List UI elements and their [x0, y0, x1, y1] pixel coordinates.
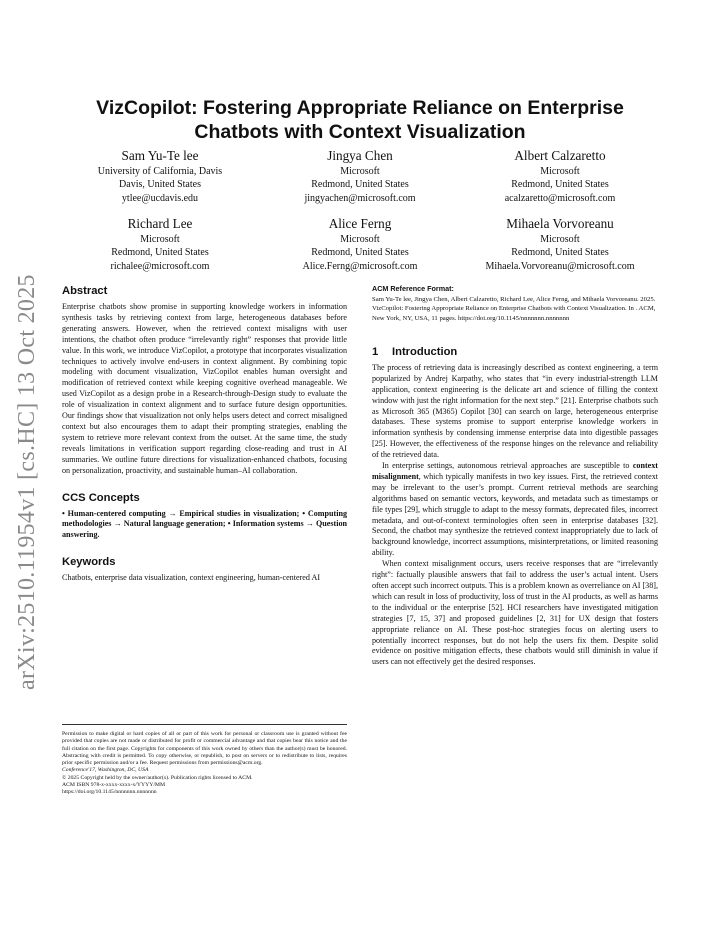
left-column [62, 284, 347, 584]
author-affiliation: Microsoft [540, 166, 580, 177]
author-affiliation: Microsoft [540, 234, 580, 245]
author-name: Alice Ferng [328, 216, 392, 231]
intro-paragraph-2: In enterprise settings, autonomous retrieval approaches are susceptible to context misalignment, which typically manifests in two key issues. First, the retrieved context may be irrelevant to the user’s prompt. Current retrieval methods are searching algorithms based on semantic vectors, keywords, and metadata such as timestamps or file types [29], which struggle to adapt to the messy formats, deprecated files, incorrect metadata, and out-of-context terminologies often seen in enterprise databases [32]. Second, the chatbot may synthesize the retrieved context inappropriately due to lack of background knowledge, incorrect assumptions, misinterpretations, or limited reasoning ability. [372, 461, 658, 558]
author-affiliation: Microsoft [140, 234, 180, 245]
reference-format-text: Sam Yu-Te lee, Jingya Chen, Albert Calzaretto, Richard Lee, Alice Ferng, and Mihaela Vorvoreanu. 2025. VizCopilot: Fostering Appropriate Reliance on Enterprise Chatbots with Context Visualization. In . ACM, New York, NY, USA, 11 pages. https://doi.org/10.1145/nnnnnnn.nnnnnnn [372, 296, 656, 322]
permission-notice: Permission to make digital or hard copies of all or part of this work for personal or classroom use is granted without fee provided that copies are not made or distributed for profit or commercial advantage and that copies bear this notice and the full citation on the first page. Copyrights for components of this work owned by others than the author(s) must be honored. Abstracting with credit is permitted. To copy otherwise, or republish, to post on servers or to redistribute to lists, requires prior specific permission and/or a fee. Request permissions from permissions@acm.org. [62, 731, 347, 767]
author-email: Alice.Ferng@microsoft.com [302, 260, 418, 272]
author-3 [460, 148, 660, 205]
intro-heading [372, 345, 658, 359]
author-email: richalee@microsoft.com [110, 260, 210, 272]
footnote-rule [62, 724, 347, 725]
author-5 [260, 216, 460, 273]
author-affiliation: Microsoft [340, 234, 380, 245]
author-affiliation: Microsoft [340, 166, 380, 177]
author-name: Mihaela Vorvoreanu [506, 216, 614, 231]
title-line-1: VizCopilot: Fostering Appropriate Reliance on Enterprise [96, 97, 624, 119]
doi-line: https://doi.org/10.1145/nnnnnnn.nnnnnnn [62, 789, 157, 796]
ccs-text: • Human-centered computing → Empirical studies in visualization; • Computing methodologies → Natural language generation; • Information systems → Question answering. [62, 508, 347, 540]
author-location: Redmond, United States [111, 247, 209, 259]
intro-section-number: 1 [372, 345, 379, 358]
author-6 [460, 216, 660, 273]
author-name: Jingya Chen [327, 148, 393, 163]
keywords-text: Chatbots, enterprise data visualization, context engineering, human-centered AI [62, 573, 321, 583]
paper-title [62, 96, 658, 144]
isbn-line: ACM ISBN 978-x-xxxx-xxxx-x/YYYY/MM [62, 782, 166, 789]
author-location: Davis, United States [119, 179, 201, 191]
author-email: acalzaretto@microsoft.com [504, 192, 616, 204]
author-location: Redmond, United States [311, 247, 409, 259]
author-email: ytlee@ucdavis.edu [121, 192, 199, 204]
reference-format-heading: ACM Reference Format: [372, 284, 454, 293]
abstract-text: Enterprise chatbots show promise in supporting knowledge workers in information synthesis tasks by retrieving context from large, heterogeneous databases before generating answers. However, when the retrieved context misaligns with user intentions, the chatbot often produce “irrelevantly right” responses that provide little value. In this work, we introduce VizCopilot, a prototype that incorporates visualization techniques to actively involve end-users in context alignment. By combining topic modeling with document visualization, VizCopilot enables human oversight and modification of retrieved context while keeping cognitive overhead manageable. We used VizCopilot as a design probe in a Research-through-Design study to evaluate the role of visualization in context alignment and to surface future design opportunities. Our findings show that visualization not only helps users detect and correct misaligned context but also encourages them to adapt their prompting strategies, enabling the system to retrieve more relevant context from the outset. At the same time, the study reveals limitations in verification support regarding close-reading and trust in AI summaries. We outline future directions for visualization-enhanced chatbots, focusing on personalization, proactivity, and sustainable human–AI collaboration. [62, 302, 347, 475]
arxiv-stamp: arXiv:2510.11954v1 [cs.HC] 13 Oct 2025 [14, 274, 40, 690]
author-1 [60, 148, 260, 205]
author-4 [60, 216, 260, 273]
context-misalignment-term: context misalignment [372, 461, 658, 481]
intro-paragraph-3: When context misalignment occurs, users receive responses that are “irrelevantly right”: factually plausible answers that fail to address the user’s actual intent. Users often accept such incorrect outputs. This is a problem known as overreliance on AI [38], which can result in loss of productivity, loss of trust in the AI products, as well as harms to the individual or the enterprise [52]. HCI researchers have investigated mitigation strategies [7, 15, 37] and proposed guidelines [2, 31] for UX design that fosters appropriate reliance on AI. These post-hoc strategies focus on alerting users to potentially incorrect responses, but do not help the users fix them. Despite solid evidence on positive mitigation effects, these chatbots would still diminish in value if users can not effectively get the desired responses. [372, 559, 658, 667]
author-location: Redmond, United States [311, 179, 409, 191]
conference-line: Conference'17, Washington, DC, USA [62, 767, 149, 774]
author-name: Sam Yu-Te lee [121, 148, 199, 163]
abstract-heading: Abstract [62, 285, 108, 297]
intro-paragraph-1: The process of retrieving data is increasingly described as context engineering, a term popularized by Andrej Karpathy, who states that “in every industrial-strength LLM application, context engineering is the delicate art and science of filling the context window with just the right information for the next step.” [21]. Enterprise chatbots such as Microsoft 365 (M365) Copilot [30] can search on large, heterogeneous enterprise databases. These systems promise to support enterprise knowledge workers in information synthesis by condensing immense enterprise data into digestible passages [25]. However, the effectiveness of the response hinges on the relevance and reliability of the retrieved data. [372, 362, 658, 460]
ccs-heading: CCS Concepts [62, 491, 140, 504]
footnote-block [62, 724, 347, 797]
intro-section-title: Introduction [392, 345, 458, 358]
author-location: Redmond, United States [511, 179, 609, 191]
author-email: jingyachen@microsoft.com [304, 192, 416, 204]
right-column [372, 284, 658, 668]
title-line-2: Chatbots with Context Visualization [194, 121, 526, 143]
author-name: Richard Lee [127, 216, 193, 231]
author-2 [260, 148, 460, 205]
author-affiliation: University of California, Davis [97, 166, 223, 177]
author-location: Redmond, United States [511, 247, 609, 259]
keywords-heading: Keywords [62, 556, 116, 569]
copyright-line: © 2025 Copyright held by the owner/author(s). Publication rights licensed to ACM. [62, 774, 253, 781]
author-name: Albert Calzaretto [514, 148, 606, 163]
author-email: Mihaela.Vorvoreanu@microsoft.com [485, 260, 635, 272]
